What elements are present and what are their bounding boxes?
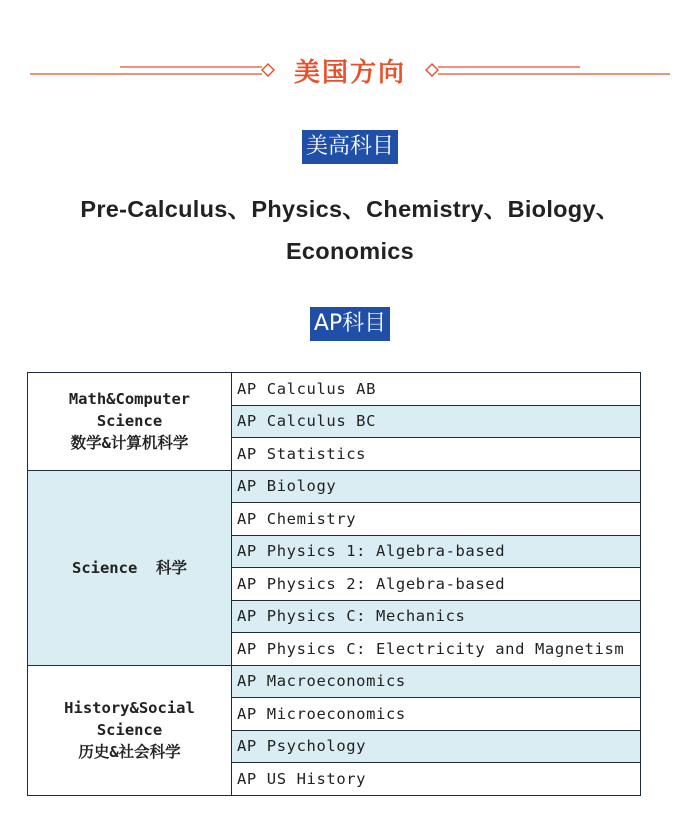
table-row: [28, 373, 641, 406]
ap-badge: AP科目: [310, 307, 390, 341]
us-subjects-badge-row: [0, 130, 700, 164]
table-row: [28, 665, 641, 698]
category-cn: 数学&计算机科学: [70, 434, 189, 453]
us-subjects-badge: 美高科目: [302, 130, 398, 164]
course-cell: AP Physics 1: Algebra-based: [232, 535, 641, 568]
ap-badge-row: [0, 307, 700, 341]
course-cell: AP Microeconomics: [232, 698, 641, 731]
course-cell: AP Psychology: [232, 730, 641, 763]
category-en-line-1: Math&Computer: [68, 390, 191, 409]
category-cn: 科学: [155, 558, 187, 577]
course-cell: AP Calculus BC: [232, 405, 641, 438]
course-cell: AP Physics C: Electricity and Magnetism: [232, 633, 641, 666]
category-en-line-2: Science: [96, 412, 163, 431]
course-cell: AP Calculus AB: [232, 373, 641, 406]
category-en-line-1: Science: [71, 558, 138, 577]
course-cell: AP US History: [232, 763, 641, 796]
section-header: [0, 40, 700, 100]
category-history-social: [28, 665, 232, 795]
course-cell: AP Statistics: [232, 438, 641, 471]
us-subjects-list: Pre-Calculus、Physics、Chemistry、Biology、Economics: [80, 196, 620, 264]
course-cell: AP Physics C: Mechanics: [232, 600, 641, 633]
category-math-cs: [28, 373, 232, 471]
category-cn: 历史&社会科学: [78, 743, 181, 761]
course-cell: AP Chemistry: [232, 503, 641, 536]
course-cell: AP Macroeconomics: [232, 665, 641, 698]
ap-course-table: [27, 372, 641, 796]
course-cell: AP Physics 2: Algebra-based: [232, 568, 641, 601]
category-en-line-2: Science: [96, 721, 163, 739]
category-science: [28, 470, 232, 665]
section-title: 美国方向: [293, 57, 406, 88]
course-cell: AP Biology: [232, 470, 641, 503]
table-row: [28, 470, 641, 503]
category-en-line-1: History&Social: [64, 699, 195, 717]
